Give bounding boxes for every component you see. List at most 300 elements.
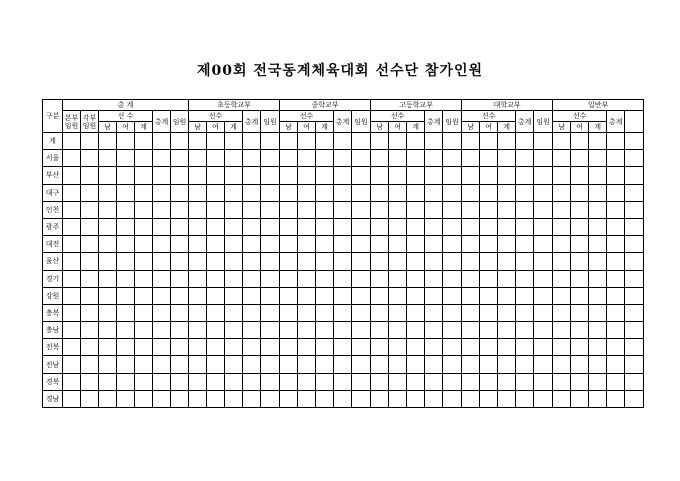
data-cell[interactable]: [607, 201, 625, 218]
data-cell[interactable]: [280, 339, 298, 356]
data-cell[interactable]: [607, 270, 625, 287]
data-cell[interactable]: [63, 236, 81, 253]
data-cell[interactable]: [571, 373, 589, 390]
data-cell[interactable]: [243, 253, 261, 270]
data-cell[interactable]: [571, 339, 589, 356]
data-cell[interactable]: [407, 304, 425, 321]
data-cell[interactable]: [243, 133, 261, 150]
data-cell[interactable]: [243, 373, 261, 390]
data-cell[interactable]: [207, 270, 225, 287]
data-cell[interactable]: [298, 218, 316, 235]
data-cell[interactable]: [153, 373, 171, 390]
data-cell[interactable]: [425, 373, 443, 390]
data-cell[interactable]: [334, 133, 352, 150]
data-cell[interactable]: [171, 133, 189, 150]
data-cell[interactable]: [171, 304, 189, 321]
data-cell[interactable]: [261, 218, 280, 235]
data-cell[interactable]: [625, 133, 644, 150]
data-cell[interactable]: [171, 201, 189, 218]
data-cell[interactable]: [171, 339, 189, 356]
data-cell[interactable]: [117, 270, 135, 287]
data-cell[interactable]: [153, 390, 171, 407]
data-cell[interactable]: [243, 356, 261, 373]
data-cell[interactable]: [334, 339, 352, 356]
data-cell[interactable]: [462, 270, 480, 287]
data-cell[interactable]: [153, 201, 171, 218]
data-cell[interactable]: [207, 133, 225, 150]
data-cell[interactable]: [553, 167, 571, 184]
data-cell[interactable]: [443, 287, 462, 304]
data-cell[interactable]: [371, 304, 389, 321]
data-cell[interactable]: [280, 184, 298, 201]
data-cell[interactable]: [171, 373, 189, 390]
data-cell[interactable]: [63, 270, 81, 287]
data-cell[interactable]: [189, 133, 207, 150]
data-cell[interactable]: [117, 236, 135, 253]
data-cell[interactable]: [189, 304, 207, 321]
data-cell[interactable]: [589, 339, 607, 356]
data-cell[interactable]: [589, 236, 607, 253]
data-cell[interactable]: [280, 287, 298, 304]
data-cell[interactable]: [480, 339, 498, 356]
data-cell[interactable]: [516, 167, 534, 184]
data-cell[interactable]: [225, 270, 243, 287]
data-cell[interactable]: [371, 356, 389, 373]
data-cell[interactable]: [462, 253, 480, 270]
data-cell[interactable]: [135, 218, 153, 235]
data-cell[interactable]: [99, 218, 117, 235]
data-cell[interactable]: [625, 167, 644, 184]
data-cell[interactable]: [371, 287, 389, 304]
data-cell[interactable]: [352, 270, 371, 287]
data-cell[interactable]: [189, 390, 207, 407]
data-cell[interactable]: [498, 373, 516, 390]
data-cell[interactable]: [334, 304, 352, 321]
data-cell[interactable]: [352, 218, 371, 235]
data-cell[interactable]: [225, 133, 243, 150]
data-cell[interactable]: [443, 218, 462, 235]
data-cell[interactable]: [316, 373, 334, 390]
data-cell[interactable]: [63, 218, 81, 235]
data-cell[interactable]: [117, 184, 135, 201]
data-cell[interactable]: [99, 390, 117, 407]
data-cell[interactable]: [516, 322, 534, 339]
data-cell[interactable]: [462, 356, 480, 373]
data-cell[interactable]: [189, 167, 207, 184]
data-cell[interactable]: [553, 390, 571, 407]
data-cell[interactable]: [316, 184, 334, 201]
data-cell[interactable]: [81, 304, 99, 321]
data-cell[interactable]: [63, 356, 81, 373]
data-cell[interactable]: [261, 270, 280, 287]
data-cell[interactable]: [571, 356, 589, 373]
data-cell[interactable]: [117, 167, 135, 184]
data-cell[interactable]: [589, 167, 607, 184]
data-cell[interactable]: [207, 287, 225, 304]
data-cell[interactable]: [117, 356, 135, 373]
data-cell[interactable]: [261, 339, 280, 356]
data-cell[interactable]: [589, 253, 607, 270]
data-cell[interactable]: [99, 253, 117, 270]
data-cell[interactable]: [280, 304, 298, 321]
data-cell[interactable]: [462, 150, 480, 167]
data-cell[interactable]: [135, 390, 153, 407]
data-cell[interactable]: [389, 218, 407, 235]
data-cell[interactable]: [553, 236, 571, 253]
data-cell[interactable]: [207, 322, 225, 339]
data-cell[interactable]: [607, 218, 625, 235]
data-cell[interactable]: [135, 133, 153, 150]
data-cell[interactable]: [607, 167, 625, 184]
data-cell[interactable]: [334, 373, 352, 390]
data-cell[interactable]: [498, 236, 516, 253]
data-cell[interactable]: [207, 236, 225, 253]
data-cell[interactable]: [589, 184, 607, 201]
data-cell[interactable]: [516, 304, 534, 321]
data-cell[interactable]: [389, 167, 407, 184]
data-cell[interactable]: [607, 253, 625, 270]
data-cell[interactable]: [117, 133, 135, 150]
data-cell[interactable]: [117, 304, 135, 321]
data-cell[interactable]: [81, 167, 99, 184]
data-cell[interactable]: [407, 270, 425, 287]
data-cell[interactable]: [334, 236, 352, 253]
data-cell[interactable]: [280, 167, 298, 184]
data-cell[interactable]: [571, 184, 589, 201]
data-cell[interactable]: [516, 150, 534, 167]
data-cell[interactable]: [243, 322, 261, 339]
data-cell[interactable]: [534, 236, 553, 253]
data-cell[interactable]: [225, 373, 243, 390]
data-cell[interactable]: [480, 322, 498, 339]
data-cell[interactable]: [280, 133, 298, 150]
data-cell[interactable]: [243, 390, 261, 407]
data-cell[interactable]: [316, 150, 334, 167]
data-cell[interactable]: [81, 150, 99, 167]
data-cell[interactable]: [171, 390, 189, 407]
data-cell[interactable]: [625, 236, 644, 253]
data-cell[interactable]: [334, 287, 352, 304]
data-cell[interactable]: [261, 150, 280, 167]
data-cell[interactable]: [389, 133, 407, 150]
data-cell[interactable]: [589, 356, 607, 373]
data-cell[interactable]: [553, 322, 571, 339]
data-cell[interactable]: [352, 150, 371, 167]
data-cell[interactable]: [462, 373, 480, 390]
data-cell[interactable]: [589, 304, 607, 321]
data-cell[interactable]: [425, 287, 443, 304]
data-cell[interactable]: [607, 339, 625, 356]
data-cell[interactable]: [516, 287, 534, 304]
data-cell[interactable]: [389, 322, 407, 339]
data-cell[interactable]: [571, 201, 589, 218]
data-cell[interactable]: [389, 339, 407, 356]
data-cell[interactable]: [280, 322, 298, 339]
data-cell[interactable]: [534, 304, 553, 321]
data-cell[interactable]: [171, 218, 189, 235]
data-cell[interactable]: [352, 236, 371, 253]
data-cell[interactable]: [534, 322, 553, 339]
data-cell[interactable]: [425, 322, 443, 339]
data-cell[interactable]: [225, 167, 243, 184]
data-cell[interactable]: [261, 236, 280, 253]
data-cell[interactable]: [334, 390, 352, 407]
data-cell[interactable]: [462, 339, 480, 356]
data-cell[interactable]: [225, 201, 243, 218]
data-cell[interactable]: [207, 167, 225, 184]
data-cell[interactable]: [553, 373, 571, 390]
data-cell[interactable]: [443, 184, 462, 201]
data-cell[interactable]: [207, 356, 225, 373]
data-cell[interactable]: [99, 373, 117, 390]
data-cell[interactable]: [189, 218, 207, 235]
data-cell[interactable]: [498, 304, 516, 321]
data-cell[interactable]: [516, 201, 534, 218]
data-cell[interactable]: [99, 201, 117, 218]
data-cell[interactable]: [81, 390, 99, 407]
data-cell[interactable]: [261, 184, 280, 201]
data-cell[interactable]: [498, 150, 516, 167]
data-cell[interactable]: [498, 339, 516, 356]
data-cell[interactable]: [480, 270, 498, 287]
data-cell[interactable]: [334, 184, 352, 201]
data-cell[interactable]: [135, 356, 153, 373]
data-cell[interactable]: [480, 373, 498, 390]
data-cell[interactable]: [625, 339, 644, 356]
data-cell[interactable]: [298, 356, 316, 373]
data-cell[interactable]: [462, 287, 480, 304]
data-cell[interactable]: [498, 322, 516, 339]
data-cell[interactable]: [189, 356, 207, 373]
data-cell[interactable]: [371, 390, 389, 407]
data-cell[interactable]: [352, 253, 371, 270]
data-cell[interactable]: [443, 339, 462, 356]
data-cell[interactable]: [334, 253, 352, 270]
data-cell[interactable]: [443, 304, 462, 321]
data-cell[interactable]: [407, 287, 425, 304]
data-cell[interactable]: [135, 201, 153, 218]
data-cell[interactable]: [117, 287, 135, 304]
data-cell[interactable]: [316, 304, 334, 321]
data-cell[interactable]: [117, 218, 135, 235]
data-cell[interactable]: [443, 356, 462, 373]
data-cell[interactable]: [352, 287, 371, 304]
data-cell[interactable]: [443, 270, 462, 287]
data-cell[interactable]: [407, 236, 425, 253]
data-cell[interactable]: [571, 236, 589, 253]
data-cell[interactable]: [498, 167, 516, 184]
data-cell[interactable]: [553, 270, 571, 287]
data-cell[interactable]: [571, 133, 589, 150]
data-cell[interactable]: [280, 373, 298, 390]
data-cell[interactable]: [480, 133, 498, 150]
data-cell[interactable]: [407, 356, 425, 373]
data-cell[interactable]: [389, 287, 407, 304]
data-cell[interactable]: [534, 184, 553, 201]
data-cell[interactable]: [63, 322, 81, 339]
data-cell[interactable]: [498, 287, 516, 304]
data-cell[interactable]: [99, 356, 117, 373]
data-cell[interactable]: [63, 150, 81, 167]
data-cell[interactable]: [425, 167, 443, 184]
data-cell[interactable]: [516, 270, 534, 287]
data-cell[interactable]: [316, 133, 334, 150]
data-cell[interactable]: [135, 253, 153, 270]
data-cell[interactable]: [480, 287, 498, 304]
data-cell[interactable]: [153, 184, 171, 201]
data-cell[interactable]: [607, 287, 625, 304]
data-cell[interactable]: [425, 390, 443, 407]
data-cell[interactable]: [553, 150, 571, 167]
data-cell[interactable]: [589, 150, 607, 167]
data-cell[interactable]: [225, 150, 243, 167]
data-cell[interactable]: [243, 201, 261, 218]
data-cell[interactable]: [316, 253, 334, 270]
data-cell[interactable]: [553, 218, 571, 235]
data-cell[interactable]: [407, 218, 425, 235]
data-cell[interactable]: [207, 304, 225, 321]
data-cell[interactable]: [334, 218, 352, 235]
data-cell[interactable]: [153, 339, 171, 356]
data-cell[interactable]: [225, 287, 243, 304]
data-cell[interactable]: [153, 150, 171, 167]
data-cell[interactable]: [443, 236, 462, 253]
data-cell[interactable]: [189, 373, 207, 390]
data-cell[interactable]: [389, 236, 407, 253]
data-cell[interactable]: [571, 287, 589, 304]
data-cell[interactable]: [407, 133, 425, 150]
data-cell[interactable]: [63, 304, 81, 321]
data-cell[interactable]: [280, 253, 298, 270]
data-cell[interactable]: [534, 150, 553, 167]
data-cell[interactable]: [63, 133, 81, 150]
data-cell[interactable]: [63, 253, 81, 270]
data-cell[interactable]: [389, 270, 407, 287]
data-cell[interactable]: [480, 236, 498, 253]
data-cell[interactable]: [207, 253, 225, 270]
data-cell[interactable]: [243, 287, 261, 304]
data-cell[interactable]: [462, 133, 480, 150]
data-cell[interactable]: [117, 253, 135, 270]
data-cell[interactable]: [189, 184, 207, 201]
data-cell[interactable]: [153, 167, 171, 184]
data-cell[interactable]: [63, 339, 81, 356]
data-cell[interactable]: [280, 150, 298, 167]
data-cell[interactable]: [462, 201, 480, 218]
data-cell[interactable]: [571, 253, 589, 270]
data-cell[interactable]: [498, 253, 516, 270]
data-cell[interactable]: [625, 390, 644, 407]
data-cell[interactable]: [607, 304, 625, 321]
data-cell[interactable]: [462, 390, 480, 407]
data-cell[interactable]: [99, 322, 117, 339]
data-cell[interactable]: [243, 184, 261, 201]
data-cell[interactable]: [625, 287, 644, 304]
data-cell[interactable]: [189, 322, 207, 339]
data-cell[interactable]: [280, 270, 298, 287]
data-cell[interactable]: [625, 218, 644, 235]
data-cell[interactable]: [389, 150, 407, 167]
data-cell[interactable]: [207, 150, 225, 167]
data-cell[interactable]: [117, 339, 135, 356]
data-cell[interactable]: [81, 339, 99, 356]
data-cell[interactable]: [153, 304, 171, 321]
data-cell[interactable]: [534, 390, 553, 407]
data-cell[interactable]: [171, 356, 189, 373]
data-cell[interactable]: [81, 236, 99, 253]
data-cell[interactable]: [516, 236, 534, 253]
data-cell[interactable]: [407, 184, 425, 201]
data-cell[interactable]: [389, 304, 407, 321]
data-cell[interactable]: [371, 236, 389, 253]
data-cell[interactable]: [553, 287, 571, 304]
data-cell[interactable]: [607, 236, 625, 253]
data-cell[interactable]: [225, 236, 243, 253]
data-cell[interactable]: [516, 253, 534, 270]
data-cell[interactable]: [171, 150, 189, 167]
data-cell[interactable]: [117, 322, 135, 339]
data-cell[interactable]: [352, 167, 371, 184]
data-cell[interactable]: [352, 339, 371, 356]
data-cell[interactable]: [534, 167, 553, 184]
data-cell[interactable]: [316, 287, 334, 304]
data-cell[interactable]: [99, 133, 117, 150]
data-cell[interactable]: [498, 201, 516, 218]
data-cell[interactable]: [153, 253, 171, 270]
data-cell[interactable]: [298, 270, 316, 287]
data-cell[interactable]: [225, 253, 243, 270]
data-cell[interactable]: [298, 201, 316, 218]
data-cell[interactable]: [261, 201, 280, 218]
data-cell[interactable]: [63, 184, 81, 201]
data-cell[interactable]: [207, 390, 225, 407]
data-cell[interactable]: [371, 218, 389, 235]
data-cell[interactable]: [261, 390, 280, 407]
data-cell[interactable]: [316, 167, 334, 184]
data-cell[interactable]: [625, 201, 644, 218]
data-cell[interactable]: [261, 304, 280, 321]
data-cell[interactable]: [135, 236, 153, 253]
data-cell[interactable]: [462, 322, 480, 339]
data-cell[interactable]: [607, 390, 625, 407]
data-cell[interactable]: [607, 322, 625, 339]
data-cell[interactable]: [389, 253, 407, 270]
data-cell[interactable]: [480, 201, 498, 218]
data-cell[interactable]: [189, 287, 207, 304]
data-cell[interactable]: [243, 167, 261, 184]
data-cell[interactable]: [207, 339, 225, 356]
data-cell[interactable]: [516, 373, 534, 390]
data-cell[interactable]: [63, 201, 81, 218]
data-cell[interactable]: [63, 390, 81, 407]
data-cell[interactable]: [243, 339, 261, 356]
data-cell[interactable]: [261, 373, 280, 390]
data-cell[interactable]: [334, 167, 352, 184]
data-cell[interactable]: [261, 167, 280, 184]
data-cell[interactable]: [516, 356, 534, 373]
data-cell[interactable]: [352, 356, 371, 373]
data-cell[interactable]: [117, 201, 135, 218]
data-cell[interactable]: [171, 167, 189, 184]
data-cell[interactable]: [534, 253, 553, 270]
data-cell[interactable]: [243, 150, 261, 167]
data-cell[interactable]: [480, 218, 498, 235]
data-cell[interactable]: [99, 150, 117, 167]
data-cell[interactable]: [261, 287, 280, 304]
data-cell[interactable]: [534, 356, 553, 373]
data-cell[interactable]: [443, 390, 462, 407]
data-cell[interactable]: [298, 304, 316, 321]
